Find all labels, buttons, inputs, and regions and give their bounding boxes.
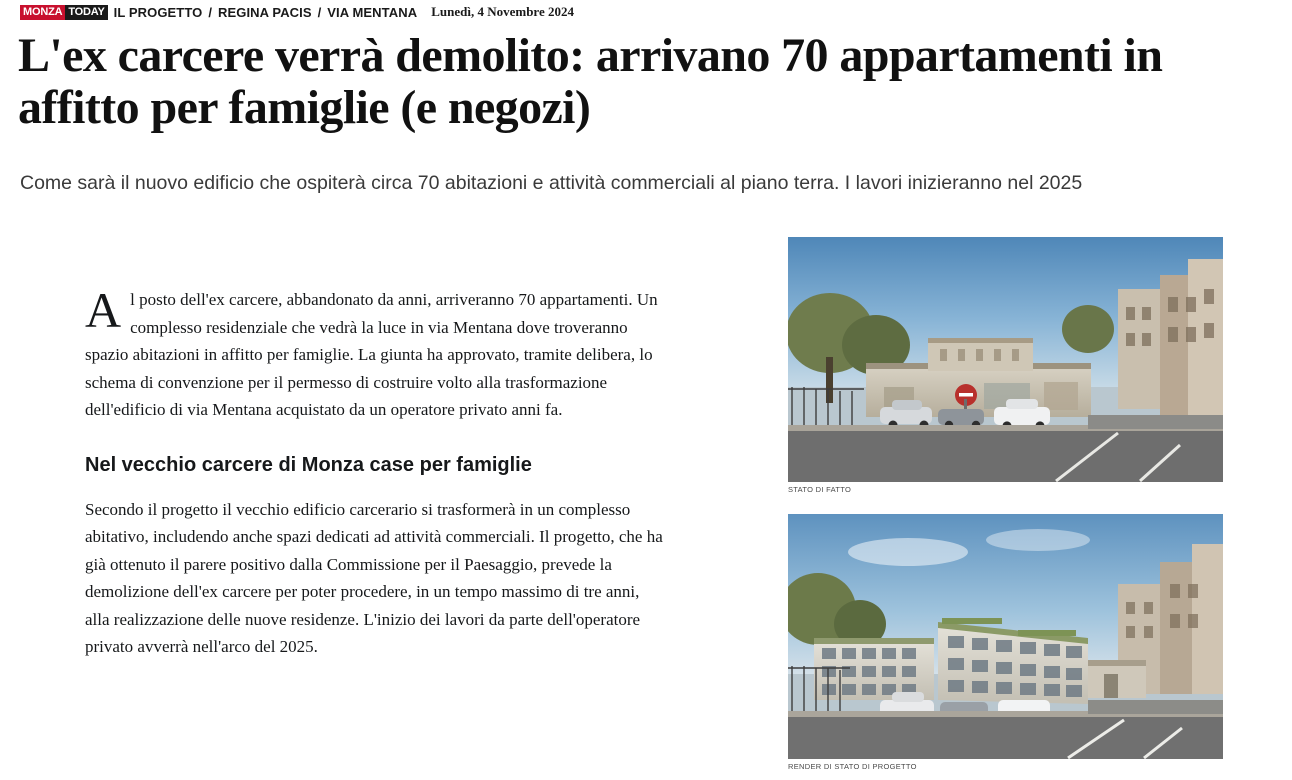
paragraph-1 [85, 282, 665, 424]
logo-today: TODAY [65, 5, 107, 20]
page-title: L'ex carcere verrà demolito: arrivano 70 appartamenti in affitto per famiglie (e negozi) [18, 29, 1163, 134]
breadcrumb-item-progetto[interactable]: IL PROGETTO [113, 4, 203, 20]
figure-render-progetto [788, 514, 1223, 771]
breadcrumb [20, 4, 574, 20]
site-logo[interactable] [20, 5, 108, 20]
figure-stato-di-fatto [788, 237, 1223, 494]
paragraph-2: Secondo il progetto il vecchio edificio carcerario si trasformerà in un complesso abitativo, includendo anche spazi dedicati ad attività commerciali. Il progetto, che ha già ottenuto il parere positivo dalla Commissione per il Paesaggio, prevede la demolizione dell'ex carcere per poter procedere, in un tempo massimo di tre anni, alla realizzazione delle nuove residenze. L'inizio dei lavori da parte dell'operatore privato avverrà nell'arco del 2025. [85, 499, 663, 657]
photo-stato-di-fatto[interactable] [788, 237, 1223, 482]
figure-caption-stato-di-fatto: STATO DI FATTO [788, 485, 852, 494]
photo-render-progetto[interactable] [788, 514, 1223, 759]
paragraph-1-text: l posto dell'ex carcere, abbandonato da anni, arriveranno 70 appartamenti. Un complesso residenziale che vedrà la luce in via Mentana dove troveranno spazio abitazioni in affitto per famiglie. La giunta ha approvato, tramite delibera, lo schema di convenzione per il permesso di costruire volto alla trasformazione dell'edificio di via Mentana acquistato da un operatore privato anni fa. [85, 290, 658, 420]
figure-caption-render-progetto: RENDER DI STATO DI PROGETTO [788, 762, 917, 771]
breadcrumb-separator-2: / [317, 4, 322, 20]
article-body [85, 282, 665, 683]
photo-stato-di-fatto-image [788, 237, 1223, 482]
photo-render-progetto-image [788, 514, 1223, 759]
breadcrumb-item-regina-pacis[interactable]: REGINA PACIS [218, 4, 312, 20]
publish-date: Lunedì, 4 Novembre 2024 [431, 4, 574, 19]
article-standfirst: Come sarà il nuovo edificio che ospiterà circa 70 abitazioni e attività commerciali al piano terra. I lavori inizieranno nel 2025 [20, 172, 1083, 194]
breadcrumb-item-via-mentana[interactable]: VIA MENTANA [327, 4, 418, 20]
breadcrumb-separator-1: / [208, 4, 212, 20]
logo-monza: MONZA [20, 5, 65, 20]
article-subheading: Nel vecchio carcere di Monza case per famiglie [85, 453, 532, 476]
drop-cap: A [85, 282, 122, 338]
